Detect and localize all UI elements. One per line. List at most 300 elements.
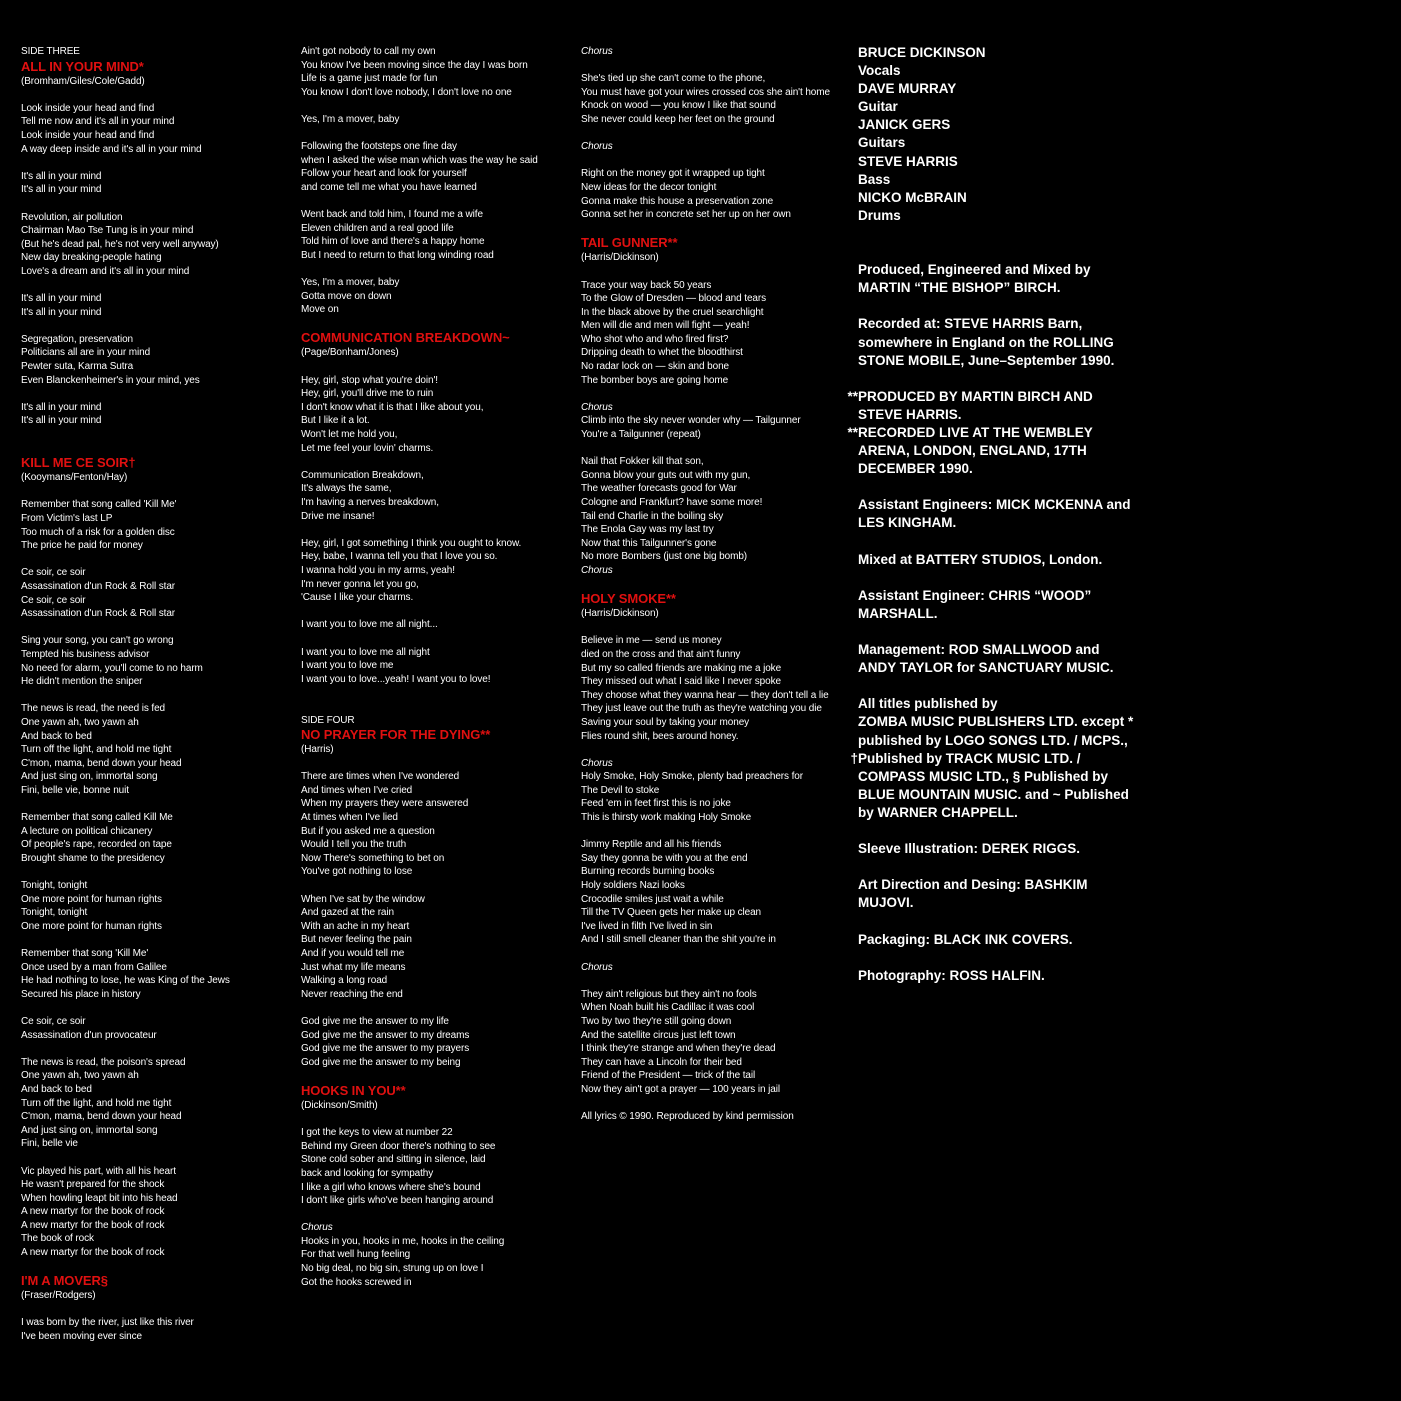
credit-text: by WARNER CHAPPELL. [858,804,1018,820]
lyric-line: Tell me now and it's all in your mind [21,116,175,128]
lyric-line: Even Blanckenheimer's in your mind, yes [21,374,200,386]
lyric-line: Would I tell you the truth [301,839,407,851]
lyric-line: Yes, I'm a mover, baby [301,113,400,125]
lyric-line: Nail that Fokker kill that son, [581,456,704,468]
credit-text: STEVE HARRIS. [858,406,962,422]
lyric-line: Assassination d'un Rock & Roll star [21,608,176,620]
lyric-line: I wanna hold you in my arms, yeah! [301,564,455,576]
line-gap [21,88,276,102]
credit-text: RECORDED LIVE AT THE WEMBLEY [858,424,1093,440]
lyric-line: Gonna make this house a preservation zone [581,195,774,207]
line-gap [301,879,561,893]
line-gap [301,700,561,714]
credit-text: MARTIN “THE BISHOP” BIRCH. [858,280,1061,296]
credit-text: DECEMBER 1990. [858,461,973,477]
lyric-line: Went back and told him, I found me a wife [301,209,483,221]
line-gap [301,263,561,277]
line-gap [21,319,276,333]
line-gap [21,1303,276,1317]
lyric-line: You know I don't love nobody, I don't love no one [301,86,512,98]
credit-text: BLUE MOUNTAIN MUSIC. and ~ Published [858,786,1129,802]
lyric-line: Follow your heart and look for yourself [301,168,467,180]
lyric-line: back and looking for sympathy [301,1167,434,1179]
lyric-line: You've got nothing to lose [301,866,413,878]
songwriter-credit: (Harris) [301,744,334,756]
credit-text: Mixed at BATTERY STUDIOS, London. [858,551,1103,567]
line-gap [301,195,561,209]
lyric-line: At times when I've lied [301,812,398,824]
credit-text: Recorded at: STEVE HARRIS Barn, [858,316,1083,332]
credit-line [840,279,1120,297]
credit-line [840,334,1120,352]
lyric-line: It's all in your mind [21,401,102,413]
lyric-line: Let me feel your lovin' charms. [301,442,434,454]
lyric-line: But never feeling the pain [301,934,412,946]
credit-text: ARENA, LONDON, ENGLAND, 17TH [858,443,1087,459]
lyric-line: But I like it a lot. [301,415,370,427]
lyric-line: Friend of the President — trick of the tail [581,1070,756,1082]
line-gap [301,99,561,113]
line-gap [581,442,841,456]
lyric-line: A new martyr for the book of rock [21,1219,165,1231]
lyric-line: Assassination d'un provocateur [21,1029,157,1041]
lyric-line: I got the keys to view at number 22 [301,1127,453,1139]
lyric-line: For that well hung feeling [301,1249,411,1261]
lyric-line: God give me the answer to my prayers [301,1043,470,1055]
lyric-line: It's always the same, [301,483,392,495]
lyric-line: Holy Smoke, Holy Smoke, plenty bad preachers for [581,771,803,783]
credit-text: STONE MOBILE, June–September 1990. [858,352,1115,368]
lyric-line: Look inside your head and find [21,129,155,141]
line-gap [21,485,276,499]
credit-line [840,496,1131,514]
lyric-line: No more Bombers (just one big bomb) [581,551,748,563]
lyric-line: Burning records burning books [581,866,715,878]
credit-line [840,80,1120,98]
lyric-line: He didn't mention the sniper [21,676,143,688]
lyric-line: Hey, babe, I wanna tell you that I love you so. [301,551,498,563]
credit-line [840,587,1120,605]
lyric-line: I'm never gonna let you go, [301,578,419,590]
lyric-line: Ain't got nobody to call my own [301,46,436,57]
songwriter-credit: (Dickinson/Smith) [301,1099,378,1111]
lyric-line: Yes, I'm a mover, baby [301,277,400,289]
credit-text: Packaging: BLACK INK COVERS. [858,931,1073,947]
lyric-line: They choose what they wanna hear — they don't tell a lie [581,689,829,701]
lyric-line: In the black above by the cruel searchlight [581,306,764,318]
lyric-line: When my prayers they were answered [301,798,469,810]
lyric-line: I like a girl who knows where she's bound [301,1181,481,1193]
credit-line [840,315,1120,333]
lyric-line: God give me the answer to my life [301,1015,449,1027]
lyrics-column-2 [301,45,561,1289]
lyric-line: 'Cause I like your charms. [301,592,414,604]
credit-text: PRODUCED BY MARTIN BIRCH AND [858,388,1093,404]
credit-text: Guitars [858,135,906,151]
lyric-line: I've been moving ever since [21,1331,142,1343]
lyric-line: The weather forecasts good for War [581,483,737,495]
song-title: ALL IN YOUR MIND* [21,58,144,74]
song-title: KILL ME CE SOIR† [21,455,136,471]
lyric-line: Tonight, tonight [21,880,88,892]
lyric-line: Secured his place in history [21,988,141,1000]
lyric-line: Revolution, air pollution [21,211,123,223]
lyric-line: Segregation, preservation [21,333,134,345]
lyric-line: I was born by the river, just like this river [21,1317,194,1329]
lyric-line: And times when I've cried [301,784,413,796]
line-gap [21,1001,276,1015]
credit-line [840,98,1120,116]
credit-text: Management: ROD SMALLWOOD and [858,642,1100,658]
lyric-line: Till the TV Queen gets her make up clean [581,907,761,919]
credit-text: somewhere in England on the ROLLING [858,334,1114,350]
lyric-line: Remember that song called Kill Me [21,812,173,824]
lyric-line: And back to bed [21,1083,92,1095]
lyric-line: When Noah built his Cadillac it was cool [581,1002,755,1014]
credit-line [840,207,1120,225]
lyric-line: She never could keep her feet on the ground [581,113,775,125]
lyric-line: Remember that song called 'Kill Me' [21,499,177,511]
lyric-line: New ideas for the decor tonight [581,181,717,193]
credit-line [840,243,1120,261]
lyric-line: Knock on wood — you know I like that sound [581,100,776,112]
lyric-line: A new martyr for the book of rock [21,1206,165,1218]
credit-line [840,352,1120,370]
lyric-line: No need for alarm, you'll come to no harm [21,662,203,674]
lyric-line: I'm having a nerves breakdown, [301,497,439,508]
lyric-line: Told him of love and there's a happy home [301,236,485,248]
lyric-line: Sing your song, you can't go wrong [21,635,174,647]
lyric-line: You're a Tailgunner (repeat) [581,429,701,441]
credit-line [840,822,1120,840]
line-gap [21,621,276,635]
lyric-line: With an ache in my heart [301,920,410,932]
lyric-line: Ce soir, ce soir [21,594,86,606]
lyric-line: But if you asked me a question [301,825,435,837]
lyric-line: God give me the answer to my dreams [301,1029,470,1041]
footnote-marker: ** [847,388,858,404]
line-gap [21,1151,276,1165]
line-gap [301,757,561,771]
lyric-line: It's all in your mind [21,415,102,427]
lyric-line: Trace your way back 50 years [581,279,712,291]
credit-line [840,858,1120,876]
lyric-line: Saving your soul by taking your money [581,716,750,728]
lyric-line: The Enola Gay was my last try [581,524,714,536]
lyric-line: Gonna set her in concrete set her up on her own [581,209,791,221]
lyric-line: And just sing on, immortal song [21,771,158,783]
footnote-marker: ** [847,424,858,440]
lyric-line: Gotta move on down [301,290,392,302]
songwriter-credit: (Bromham/Giles/Cole/Gadd) [21,75,145,87]
lyric-line: Now that this Tailgunner's gone [581,537,717,549]
lyrics-column-1 [21,45,276,1344]
lyric-line: A new martyr for the book of rock [21,1247,165,1259]
line-gap [21,797,276,811]
credit-text: Drums [858,207,901,223]
lyric-line: Hey, girl, you'll drive me to ruin [301,388,434,400]
chorus-marker: Chorus [581,564,613,576]
chorus-marker: Chorus [581,46,613,57]
lyric-line: The bomber boys are going home [581,374,729,386]
lyric-line: Gonna blow your guts out with my gun, [581,469,751,481]
side-label: SIDE THREE [21,46,80,57]
credit-line [840,478,1120,496]
lyric-line: I want you to love me all night... [301,619,438,631]
line-gap [21,387,276,401]
lyric-line: Following the footsteps one fine day [301,141,457,153]
lyric-line: God give me the answer to my being [301,1056,461,1068]
line-gap [21,428,276,442]
line-gap [21,1042,276,1056]
credit-text: ZOMBA MUSIC PUBLISHERS LTD. except * [858,714,1134,730]
credit-line [840,894,1120,912]
lyric-line: Now There's something to bet on [301,852,445,864]
lyric-line: You know I've been moving since the day I was born [301,59,528,71]
credit-text: Sleeve Illustration: DEREK RIGGS. [858,841,1081,857]
song-title: HOOKS IN YOU** [301,1082,406,1098]
line-gap [21,933,276,947]
line-gap [581,743,841,757]
lyric-line: Right on the money got it wrapped up tight [581,168,765,180]
credit-text: JANICK GERS [858,117,951,133]
lyric-line: Ce soir, ce soir [21,1015,86,1027]
credit-line [840,134,1120,152]
lyric-line: I want you to love me [301,660,394,672]
lyric-line: Feed 'em in feet first this is no joke [581,798,731,810]
lyric-line: When I've sat by the window [301,893,425,905]
lyric-line: Fini, belle vie, bonne nuit [21,784,129,796]
credit-text: Published by TRACK MUSIC LTD. / [858,750,1081,766]
lyric-line: It's all in your mind [21,184,102,196]
lyric-line: Tonight, tonight [21,907,88,919]
lyric-line: When howling leapt bit into his head [21,1192,178,1204]
line-gap [301,523,561,537]
credit-line [840,44,1120,62]
lyric-line: Got the hooks screwed in [301,1276,412,1288]
lyric-line: Tail end Charlie in the boiling sky [581,510,724,522]
lyric-line: Say they gonna be with you at the end [581,852,748,864]
lyric-line: I think they're strange and when they're dead [581,1043,776,1055]
credit-text: published by LOGO SONGS LTD. / MCPS., [858,732,1128,748]
lyric-line: One more point for human rights [21,893,162,905]
line-gap [581,387,841,401]
credit-line [840,840,1120,858]
lyric-line: I don't like girls who've been hanging around [301,1195,494,1207]
lyric-line: He had nothing to lose, he was King of the Jews [21,975,230,987]
lyric-line: Walking a long road [301,975,388,987]
line-gap [301,317,561,331]
lyric-line: Too much of a risk for a golden disc [21,526,175,538]
lyric-line: Brought shame to the presidency [21,852,165,864]
lyric-line: One yawn ah, two yawn ah [21,716,139,728]
credit-text: ANDY TAYLOR for SANCTUARY MUSIC. [858,660,1114,676]
lyric-line: Communication Breakdown, [301,469,424,481]
chorus-marker: Chorus [581,141,613,153]
lyric-line: Move on [301,304,339,316]
lyric-line: One yawn ah, two yawn ah [21,1070,139,1082]
credit-line [840,460,1120,478]
lyric-line: when I asked the wise man which was the way he said [301,154,538,166]
credit-line [840,62,1120,80]
lyric-line: Never reaching the end [301,988,403,1000]
lyric-line: All lyrics © 1990. Reproduced by kind permission [581,1111,794,1123]
lyric-line: Believe in me — send us money [581,635,722,647]
credit-line [840,261,1120,279]
credit-text: Vocals [858,63,901,79]
lyric-line: C'mon, mama, bend down your head [21,1111,182,1123]
lyric-line: Life is a game just made for fun [301,73,438,85]
credit-line [840,695,1120,713]
lyric-line: He wasn't prepared for the shock [21,1179,165,1191]
lyric-line: Politicians all are in your mind [21,347,151,359]
line-gap [301,605,561,619]
line-gap [581,974,841,988]
credit-line [840,533,1120,551]
lyric-line: A way deep inside and it's all in your mind [21,143,202,155]
lyric-line: From Victim's last LP [21,513,113,524]
lyric-line: But I need to return to that long winding road [301,249,494,261]
lyric-line: I don't know what it is that I like about you, [301,401,484,413]
credit-text: STEVE HARRIS [858,153,958,169]
credit-text: BRUCE DICKINSON [858,45,986,60]
credit-line [840,424,1120,442]
lyric-line: and come tell me what you have learned [301,181,477,193]
line-gap [21,1260,276,1274]
lyric-line: Hey, girl, stop what you're doin'! [301,374,438,386]
lyric-line: Climb into the sky never wonder why — Tailgunner [581,415,801,427]
lyrics-column-3 [581,45,841,1124]
line-gap [21,442,276,456]
footnote-marker: † [850,750,858,766]
lyric-line: Won't let me hold you, [301,429,398,441]
songwriter-credit: (Page/Bonham/Jones) [301,347,399,359]
lyric-line: And back to bed [21,730,92,742]
line-gap [301,360,561,374]
lyric-line: Eleven children and a real good life [301,222,454,234]
lyric-line: The price he paid for money [21,540,143,552]
line-gap [21,689,276,703]
credit-text: All titles published by [858,696,998,712]
lyric-line: Pewter suta, Karma Sutra [21,361,134,373]
lyric-line: Two by two they're still going down [581,1015,732,1027]
lyric-line: Chairman Mao Tse Tung is in your mind [21,225,194,237]
lyric-line: New day breaking-people hating [21,252,162,264]
lyric-line: There are times when I've wondered [301,771,460,783]
lyric-line: Tempted his business advisor [21,648,150,660]
credit-line [840,677,1120,695]
credit-text: Assistant Engineer: CHRIS “WOOD” [858,587,1092,603]
lyric-line: I want you to love me all night [301,646,430,658]
credit-text: MARSHALL. [858,605,938,621]
credit-line [840,641,1120,659]
lyric-line: No big deal, no big sin, strung up on love I [301,1263,484,1275]
line-gap [581,578,841,592]
lyric-line: They ain't religious but they ain't no fools [581,988,757,1000]
lyric-line: Now they ain't got a prayer — 100 years in jail [581,1083,780,1095]
credit-text: Produced, Engineered and Mixed by [858,262,1091,278]
line-gap [301,1208,561,1222]
credit-text: NICKO McBRAIN [858,189,967,205]
credit-text: Assistant Engineers: MICK MCKENNA and [858,497,1131,513]
line-gap [301,1113,561,1127]
chorus-marker: Chorus [301,1222,333,1234]
credit-line [840,551,1120,569]
lyric-line: Assassination d'un Rock & Roll star [21,580,176,592]
credit-line [840,931,1120,949]
credit-text: Guitar [858,99,898,115]
line-gap [581,154,841,168]
credit-text: MUJOVI. [858,895,914,911]
lyric-line: And the satellite circus just left town [581,1029,736,1041]
lyric-line: Ce soir, ce soir [21,567,86,579]
lyric-line: You must have got your wires crossed cos she ain't home [581,86,830,98]
credit-line [840,786,1129,804]
credit-line [840,189,1120,207]
line-gap [581,825,841,839]
side-label: SIDE FOUR [301,714,355,726]
lyric-line: This is thirsty work making Holy Smoke [581,812,752,824]
credits-column [840,44,1134,985]
lyric-line: Turn off the light, and hold me tight [21,1097,172,1109]
lyric-line: Holy soldiers Nazi looks [581,880,685,892]
lyric-line: They just leave out the truth as they're watching you die [581,703,822,715]
lyric-line: And gazed at the rain [301,907,394,919]
credit-line [840,442,1120,460]
lyric-line: The news is read, the poison's spread [21,1056,186,1068]
credit-line [840,876,1120,894]
credit-text: Photography: ROSS HALFIN. [858,967,1045,983]
lyric-line: To the Glow of Dresden — blood and tears [581,293,766,305]
line-gap [581,222,841,236]
credit-line [840,605,1120,623]
lyric-line: No radar lock on — skin and bone [581,361,729,373]
credit-line [840,949,1120,967]
credit-text: LES KINGHAM. [858,515,957,531]
lyric-line: But my so called friends are making me a joke [581,662,782,674]
credit-line [840,388,1120,406]
lyric-line: And I still smell cleaner than the shit you're in [581,934,776,946]
line-gap [301,632,561,646]
lyric-line: I've lived in filth I've lived in sin [581,920,713,932]
lyric-line: (But he's dead pal, he's not very well anyway) [21,238,219,250]
songwriter-credit: (Kooymans/Fenton/Hay) [21,472,128,484]
line-gap [21,156,276,170]
song-title: TAIL GUNNER** [581,235,678,251]
lyric-line: Behind my Green door there's nothing to see [301,1140,496,1152]
lyric-line: One more point for human rights [21,920,162,932]
lyric-line: A lecture on political chicanery [21,825,153,837]
chorus-marker: Chorus [581,757,613,769]
credit-line [840,370,1120,388]
lyric-line: Crocodile smiles just wait a while [581,893,724,905]
lyric-line: C'mon, mama, bend down your head [21,757,182,769]
lyric-line: Stone cold sober and sitting in silence, laid [301,1154,486,1166]
credit-line [840,153,1120,171]
lyric-line: They can have a Lincoln for their bed [581,1056,742,1068]
credit-line [840,297,1120,315]
lyric-line: Once used by a man from Galilee [21,961,167,973]
credit-line [840,659,1120,677]
credit-line [840,732,1128,750]
credit-line [840,406,1120,424]
credit-line [840,569,1120,587]
credit-line [840,116,1120,134]
line-gap [581,127,841,141]
line-gap [21,865,276,879]
line-gap [301,1069,561,1083]
lyric-line: Love's a dream and it's all in your mind [21,265,190,277]
